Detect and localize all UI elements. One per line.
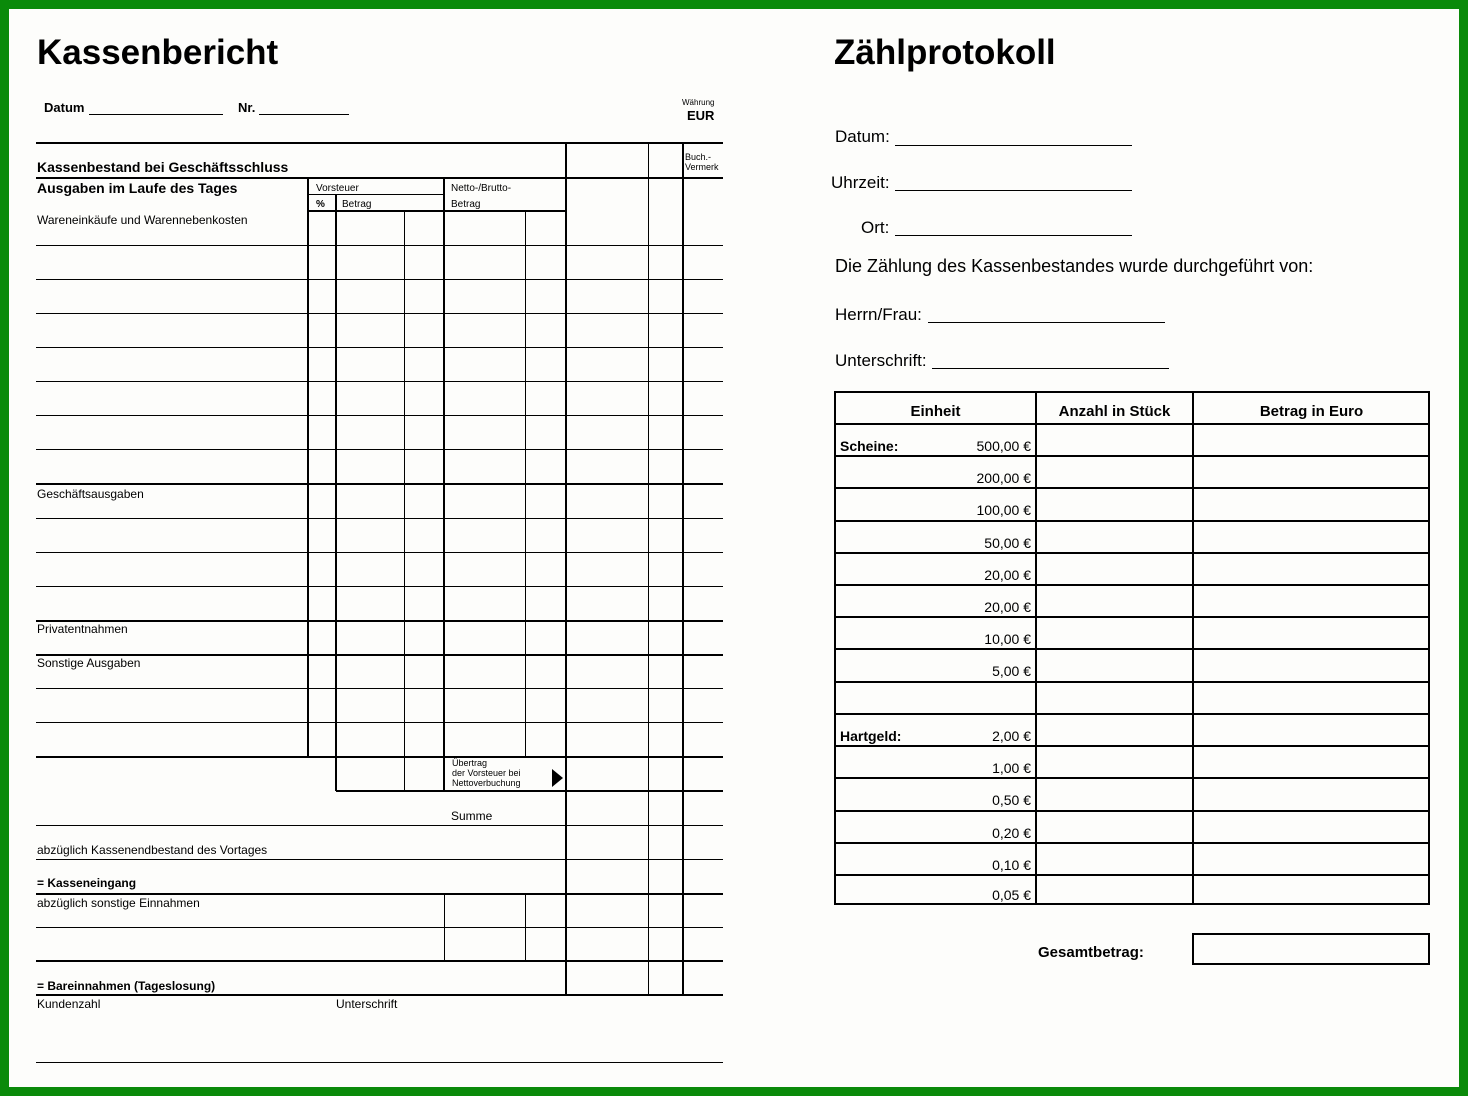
col-header-betrag: Betrag in Euro [1259, 403, 1364, 420]
zp-unterschrift-field[interactable] [932, 368, 1169, 369]
row-line [36, 518, 723, 519]
vermerk-label: Vermerk [685, 162, 719, 172]
gesamtbetrag-label: Gesamtbetrag: [1038, 944, 1144, 961]
wareneinkaeufe-label: Wareneinkäufe und Warennebenkosten [37, 213, 248, 227]
row-line [36, 415, 723, 416]
abzueglich-vortag-label: abzüglich Kassenendbestand des Vortages [37, 843, 268, 857]
privatentnahmen-label: Privatentnahmen [37, 622, 128, 636]
table-row-rule [835, 777, 1429, 779]
kasseneingang-label: = Kasseneingang [37, 876, 137, 890]
uebertrag-rule [336, 790, 723, 792]
denomination: 20,00 € [984, 599, 1031, 615]
table-row-rule [835, 520, 1429, 522]
nr-label: Nr. [238, 100, 256, 115]
zp-datum-label: Datum: [835, 127, 890, 146]
col-header-einheit: Einheit [910, 403, 961, 420]
zp-uhrzeit-field[interactable] [895, 190, 1132, 191]
subheader-rule [308, 210, 566, 212]
zp-ort-label: Ort: [861, 218, 890, 237]
table-row-rule [835, 745, 1429, 747]
col-prozent-right [335, 194, 337, 791]
denomination: 0,10 € [992, 857, 1031, 873]
row-line [36, 722, 723, 723]
col-buch-left [682, 143, 684, 995]
col-cents-divider [648, 143, 649, 995]
col-netto-left [443, 178, 445, 791]
zp-herr-frau-label: Herrn/Frau: [835, 305, 922, 324]
row-line [36, 859, 723, 860]
table-row-rule [835, 616, 1429, 618]
zaehlprotokoll-title: Zählprotokoll [834, 33, 1056, 72]
row-line [36, 279, 723, 280]
denomination: 20,00 € [984, 567, 1031, 583]
arrow-right-icon [552, 769, 563, 787]
section-rule [36, 620, 723, 622]
table-row-rule [835, 487, 1429, 489]
col-sonstige-left [444, 894, 445, 961]
table-top-rule [36, 142, 723, 144]
row-line [36, 381, 723, 382]
denomination: 10,00 € [984, 631, 1031, 647]
col-amount-left [565, 143, 567, 995]
table-row-rule [835, 584, 1429, 586]
denomination: 100,00 € [976, 502, 1031, 518]
vorsteuer-divider [308, 194, 444, 195]
denomination: 1,00 € [992, 760, 1031, 776]
row-line [36, 347, 723, 348]
vorsteuer-betrag-label: Betrag [342, 199, 372, 210]
section-rule [36, 960, 723, 962]
table-row-rule [835, 648, 1429, 650]
table-row-rule [835, 842, 1429, 844]
bareinnahmen-label: = Bareinnahmen (Tageslosung) [37, 979, 216, 993]
denomination: 500,00 € [976, 438, 1031, 454]
table-row-rule [835, 552, 1429, 554]
section-rule [36, 483, 723, 485]
hartgeld-label: Hartgeld: [840, 728, 902, 744]
section-rule [36, 994, 723, 996]
zp-unterschrift-label: Unterschrift: [835, 351, 927, 370]
zp-ort-field[interactable] [895, 235, 1132, 236]
buch-label: Buch.- [685, 152, 712, 162]
row-line [36, 313, 723, 314]
denomination: 0,20 € [992, 825, 1031, 841]
table-row-rule [835, 681, 1429, 683]
col-cents-divider [525, 212, 526, 757]
kassenbestand-label: Kassenbestand bei Geschäftsschluss [37, 159, 289, 175]
denomination: 0,05 € [992, 887, 1031, 903]
row-line [36, 688, 723, 689]
row-line [36, 552, 723, 553]
netto-brutto-label: Netto-/Brutto- [451, 183, 512, 194]
vorsteuer-label: Vorsteuer [316, 183, 359, 194]
denomination: 200,00 € [976, 470, 1031, 486]
zp-statement: Die Zählung des Kassenbestandes wurde durchgeführt von: [835, 256, 1314, 276]
row-line [36, 449, 723, 450]
table-row-rule [835, 713, 1429, 715]
row-line [36, 245, 723, 246]
row-line [36, 586, 723, 587]
section-rule [36, 893, 723, 895]
col-vorsteuer-left [307, 178, 309, 757]
col-header-anzahl: Anzahl in Stück [1058, 403, 1171, 420]
table-row-rule [835, 455, 1429, 457]
row-line [36, 825, 723, 826]
uebertrag-line1: Übertrag [452, 758, 488, 768]
kundenzahl-label: Kundenzahl [37, 997, 101, 1011]
denomination: 0,50 € [992, 792, 1031, 808]
col-cents-divider [525, 894, 526, 961]
waehrung-label: Währung [682, 98, 715, 107]
sonstige-ausgaben-label: Sonstige Ausgaben [37, 656, 141, 670]
denomination: 50,00 € [984, 535, 1031, 551]
header-rule [36, 177, 723, 179]
zp-datum-field[interactable] [895, 145, 1132, 146]
table-header-rule [835, 423, 1429, 425]
datum-label: Datum [44, 100, 85, 115]
zp-herr-frau-field[interactable] [928, 322, 1165, 323]
zp-uhrzeit-label: Uhrzeit: [831, 173, 890, 192]
col-cents-divider [404, 212, 405, 791]
abzueglich-sonstige-label: abzüglich sonstige Einnahmen [37, 896, 200, 910]
ausgaben-label: Ausgaben im Laufe des Tages [37, 180, 238, 196]
section-rule [36, 756, 723, 758]
scheine-label: Scheine: [840, 438, 899, 454]
denomination: 2,00 € [992, 728, 1031, 744]
unterschrift-label: Unterschrift [336, 997, 398, 1011]
waehrung-value: EUR [687, 108, 715, 123]
nr-field[interactable] [259, 114, 349, 115]
summe-label: Summe [451, 809, 493, 823]
geschaeftsausgaben-label: Geschäftsausgaben [37, 487, 144, 501]
datum-field[interactable] [89, 114, 223, 115]
prozent-label: % [316, 199, 325, 210]
gesamtbetrag-field[interactable] [1192, 933, 1430, 965]
uebertrag-line2: der Vorsteuer bei [452, 768, 521, 778]
bottom-rule [36, 1062, 723, 1063]
denomination: 5,00 € [992, 663, 1031, 679]
table-row-rule [835, 874, 1429, 876]
netto-betrag-label: Betrag [451, 199, 481, 210]
kassenbericht-title: Kassenbericht [37, 33, 279, 72]
table-row-rule [835, 810, 1429, 812]
row-line [36, 927, 723, 928]
uebertrag-line3: Nettoverbuchung [452, 778, 521, 788]
